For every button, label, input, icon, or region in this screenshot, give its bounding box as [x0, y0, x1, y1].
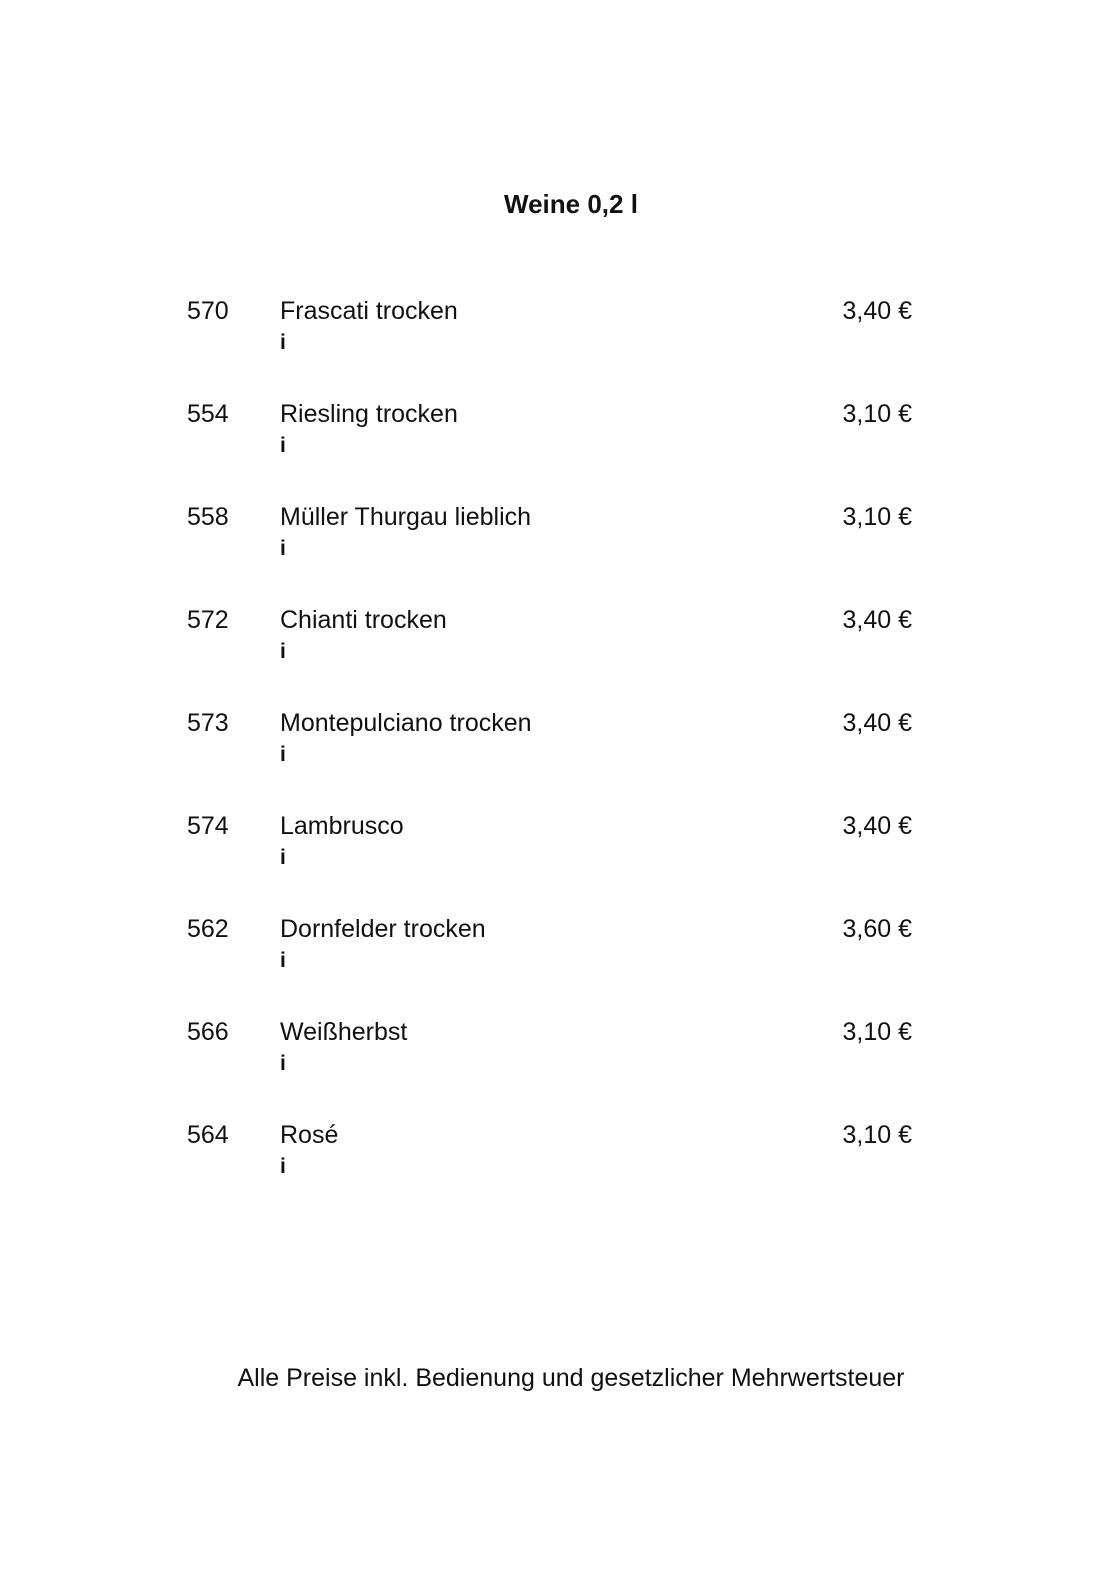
item-marker: i	[280, 743, 286, 766]
item-name: Weißherbst	[280, 1018, 408, 1046]
item-price: 3,60 €	[842, 915, 912, 943]
item-price: 3,10 €	[842, 1018, 912, 1046]
item-number: 564	[187, 1121, 229, 1149]
item-price: 3,40 €	[842, 709, 912, 737]
item-number: 573	[187, 709, 229, 737]
item-price: 3,10 €	[842, 503, 912, 531]
list-item	[0, 498, 1107, 601]
item-marker: i	[280, 434, 286, 457]
wine-list	[0, 292, 1107, 1219]
item-number: 572	[187, 606, 229, 634]
list-item	[0, 704, 1107, 807]
item-name: Chianti trocken	[280, 606, 447, 634]
item-number: 558	[187, 503, 229, 531]
item-price: 3,40 €	[842, 606, 912, 634]
item-marker: i	[280, 640, 286, 663]
item-price: 3,40 €	[842, 297, 912, 325]
item-marker: i	[280, 331, 286, 354]
item-marker: i	[280, 846, 286, 869]
item-marker: i	[280, 1052, 286, 1075]
item-price: 3,40 €	[842, 812, 912, 840]
item-name: Müller Thurgau lieblich	[280, 503, 532, 531]
item-name: Frascati trocken	[280, 297, 458, 325]
item-price: 3,10 €	[842, 400, 912, 428]
item-number: 574	[187, 812, 229, 840]
list-item	[0, 601, 1107, 704]
page-title: Weine 0,2 l	[504, 189, 638, 219]
price-note: Alle Preise inkl. Bedienung und gesetzlicher Mehrwertsteuer	[237, 1364, 905, 1392]
list-item	[0, 395, 1107, 498]
item-number: 554	[187, 400, 229, 428]
list-item	[0, 292, 1107, 395]
item-name: Dornfelder trocken	[280, 915, 486, 943]
item-name: Rosé	[280, 1121, 339, 1149]
list-item	[0, 1116, 1107, 1219]
item-number: 562	[187, 915, 229, 943]
item-marker: i	[280, 1155, 286, 1178]
list-item	[0, 807, 1107, 910]
item-marker: i	[280, 537, 286, 560]
list-item	[0, 1013, 1107, 1116]
item-name: Montepulciano trocken	[280, 709, 532, 737]
item-price: 3,10 €	[842, 1121, 912, 1149]
item-name: Lambrusco	[280, 812, 404, 840]
list-item	[0, 910, 1107, 1013]
item-name: Riesling trocken	[280, 400, 458, 428]
item-number: 566	[187, 1018, 229, 1046]
item-number: 570	[187, 297, 229, 325]
item-marker: i	[280, 949, 286, 972]
